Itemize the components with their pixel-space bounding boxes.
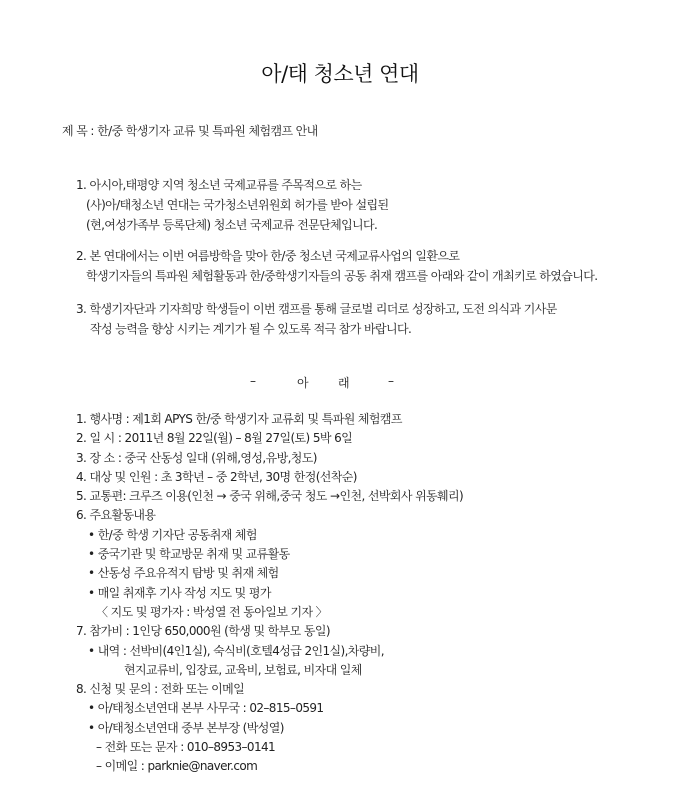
paragraph-line: (사)아/태청소년 연대는 국가청소년위원회 허가를 받아 설립된 [86, 198, 389, 212]
divider-dash-left: – [250, 374, 256, 388]
paragraph-1 [76, 175, 388, 235]
paragraph-3 [76, 299, 557, 339]
detail-contact-heading: 8. 신청 및 문의 : 전화 또는 이메일 [76, 682, 245, 697]
document-title: 아/태 청소년 연대 [261, 62, 419, 86]
activity-item: • 한/중 학생 기자단 공동취재 체험 [88, 527, 257, 542]
activity-item: • 중국기관 및 학교방문 취재 및 교류활동 [88, 547, 290, 562]
paragraph-line: 1. 아시아,태평양 지역 청소년 국제교류를 주목적으로 하는 [76, 178, 362, 192]
divider-word-2: 래 [338, 376, 350, 390]
paragraph-2 [76, 246, 597, 286]
paragraph-line: 3. 학생기자단과 기자희망 학생들이 이번 캠프를 통해 글로벌 리더로 성장하고, 도전 의식과 기사문 [76, 302, 557, 316]
activity-item: • 산동성 주요유적지 탐방 및 취재 체험 [88, 566, 279, 581]
paragraph-line: 2. 본 연대에서는 이번 여름방학을 맞아 한/중 청소년 국제교류사업의 일환으로 [76, 249, 460, 263]
paragraph-line: 작성 능력을 향상 시키는 계기가 될 수 있도록 적극 참가 바랍니다. [90, 322, 412, 336]
subject-line: 제 목 : 한/중 학생기자 교류 및 특파원 체험캠프 안내 [62, 124, 318, 138]
contact-phone: – 전화 또는 문자 : 010–8953–0141 [96, 740, 276, 755]
divider-dash-right: – [388, 374, 394, 388]
details-list [76, 410, 463, 777]
detail-target: 4. 대상 및 인원 : 초 3학년 – 중 2학년, 30명 한정(선착순) [76, 469, 357, 484]
contact-central: • 아/태청소년연대 중부 본부장 (박성열) [88, 720, 284, 735]
activity-item: • 매일 취재후 기사 작성 지도 및 평가 [88, 585, 271, 600]
paragraph-line: (현,여성가족부 등록단체) 청소년 국제교류 전문단체입니다. [86, 218, 378, 232]
evaluator-note: 〈 지도 및 평가자 : 박성열 전 동아일보 기자 〉 [96, 604, 328, 619]
detail-event-name: 1. 행사명 : 제1회 APYS 한/중 학생기자 교류회 및 특파원 체험캠프 [76, 412, 402, 426]
contact-office: • 아/태청소년연대 본부 사무국 : 02–815–0591 [88, 701, 324, 716]
detail-date: 2. 일 시 : 2011년 8월 22일(월) – 8월 27일(토) 5박 6일 [76, 431, 353, 446]
divider-word-1: 아 [297, 376, 309, 390]
fee-breakdown-cont: 현지교류비, 입장료, 교육비, 보험료, 비자대 일체 [124, 662, 362, 677]
detail-activities-heading: 6. 주요활동내용 [76, 508, 156, 523]
contact-email: – 이메일 : parknie@naver.com [96, 759, 258, 774]
detail-location: 3. 장 소 : 중국 산동성 일대 (위해,영성,유방,청도) [76, 450, 317, 465]
detail-transport: 5. 교통편: 크루즈 이용(인천 → 중국 위해,중국 청도 →인천, 선박회사 위동훼리) [76, 489, 464, 504]
detail-fee: 7. 참가비 : 1인당 650,000원 (학생 및 학부모 동일) [76, 624, 330, 639]
fee-breakdown: • 내역 : 선박비(4인1실), 숙식비(호텔4성급 2인1실),차량비, [88, 643, 384, 658]
paragraph-line: 학생기자들의 특파원 체험활동과 한/중학생기자들의 공동 취재 캠프를 아래와 같이 개최키로 하였습니다. [86, 269, 598, 283]
